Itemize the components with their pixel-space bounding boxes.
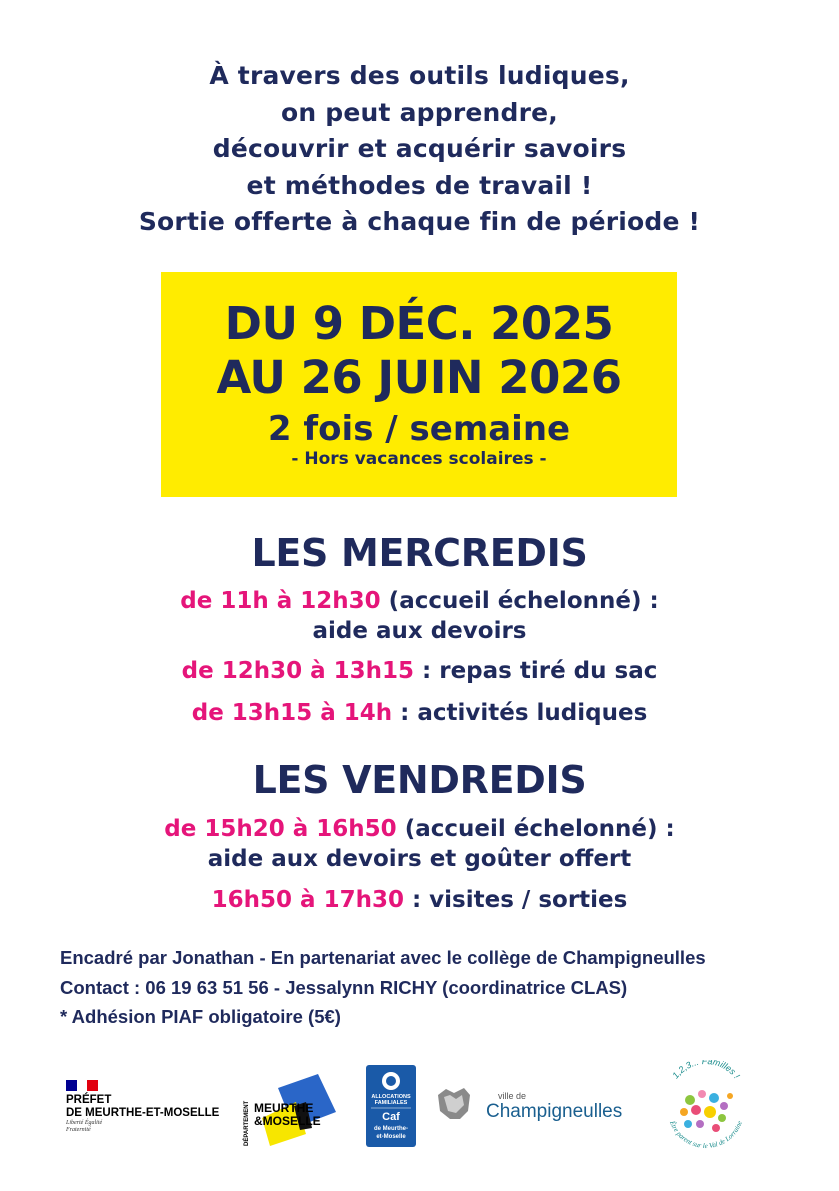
schedule-item [0, 885, 839, 915]
schedule-text: : activités ludiques [392, 700, 648, 726]
schedule-text: (accueil échelonné) : [396, 816, 675, 842]
schedule-item [0, 814, 839, 844]
ville-name: Champigneulles [486, 1101, 623, 1122]
prefet-logo [66, 1080, 226, 1160]
intro-line: Sortie offerte à chaque fin de période ! [138, 207, 701, 236]
intro-text [0, 58, 839, 241]
schedule-text: : visites / sorties [403, 887, 628, 913]
familles-title: 1,2,3... Familles ! [670, 1060, 742, 1081]
schedule-item [0, 656, 839, 686]
marianne-flag-icon [66, 1080, 98, 1091]
fridays-title: LES VENDREDIS [252, 758, 587, 802]
dept-name-2: &MOSELLE [254, 1114, 321, 1128]
supervision-line: Encadré par Jonathan - En partenariat avec le collège de Champigneulles [60, 947, 706, 968]
caf-brand: Caf [382, 1111, 400, 1123]
schedule-text-2: aide aux devoirs [312, 618, 527, 644]
prefet-motto: Liberté Égalité Fraternité [66, 1120, 103, 1133]
caf-line-1: ALLOCATIONS [371, 1094, 411, 1100]
contact-line: Contact : 06 19 63 51 56 - Jessalynn RICHY (coordinatrice CLAS) [60, 976, 628, 998]
holiday-note: - Hors vacances scolaires - [291, 449, 547, 469]
ville-champigneulles-logo [436, 1085, 646, 1125]
familles-logo [660, 1060, 752, 1162]
schedule-item [0, 698, 839, 728]
schedule-text-2: aide aux devoirs et goûter offert [207, 846, 632, 872]
familles-tagline: Être parent sur le Val de Lorraine [668, 1119, 744, 1150]
wednesdays-title: LES MERCREDIS [251, 531, 588, 575]
date-end: AU 26 JUIN 2026 [216, 351, 622, 404]
date-box [161, 272, 677, 497]
intro-line: on peut apprendre, [280, 97, 558, 127]
ville-prefix: ville de [498, 1091, 527, 1101]
caf-region-2: et-Moselle [376, 1134, 406, 1140]
intro-line: et méthodes de travail ! [246, 170, 593, 200]
departement-shapes-icon [240, 1072, 340, 1148]
footer-info [60, 943, 800, 1032]
schedule-time: de 12h30 à 13h15 [181, 658, 415, 684]
svg-text:1,2,3... Familles ! [670, 1060, 742, 1081]
intro-line: À travers des outils ludiques, [209, 61, 630, 90]
membership-line: * Adhésion PIAF obligatoire (5€) [60, 1006, 341, 1027]
dept-side-label: DÉPARTEMENT [244, 1100, 250, 1146]
caf-badge-icon [366, 1065, 416, 1147]
schedule-time: 16h50 à 17h30 [211, 887, 404, 913]
schedule-time: de 13h15 à 14h [191, 700, 393, 726]
schedule-text: : repas tiré du sac [414, 658, 658, 684]
frequency: 2 fois / semaine [267, 409, 571, 449]
ville-logo-icon [436, 1085, 646, 1125]
schedule-text: (accueil échelonné) : [380, 588, 659, 614]
intro-line: découvrir et acquérir savoirs [212, 134, 627, 163]
caf-region-1: de Meurthe- [373, 1126, 409, 1132]
prefet-region: DE MEURTHE-ET-MOSELLE [66, 1107, 220, 1119]
familles-balloons-icon [660, 1060, 752, 1162]
dept-name-1: MEURTHE [254, 1101, 314, 1115]
caf-line-2: FAMILIALES [374, 1100, 408, 1106]
date-start: DU 9 DÉC. 2025 [224, 297, 614, 350]
schedule-item [0, 586, 839, 616]
departement-logo [240, 1072, 340, 1148]
svg-text:Être parent sur le Val de Lorr [668, 1119, 744, 1150]
prefet-title: PRÉFET [66, 1094, 112, 1106]
schedule-time: de 15h20 à 16h50 [164, 816, 397, 842]
schedule-time: de 11h à 12h30 [180, 588, 381, 614]
caf-logo [366, 1065, 416, 1147]
